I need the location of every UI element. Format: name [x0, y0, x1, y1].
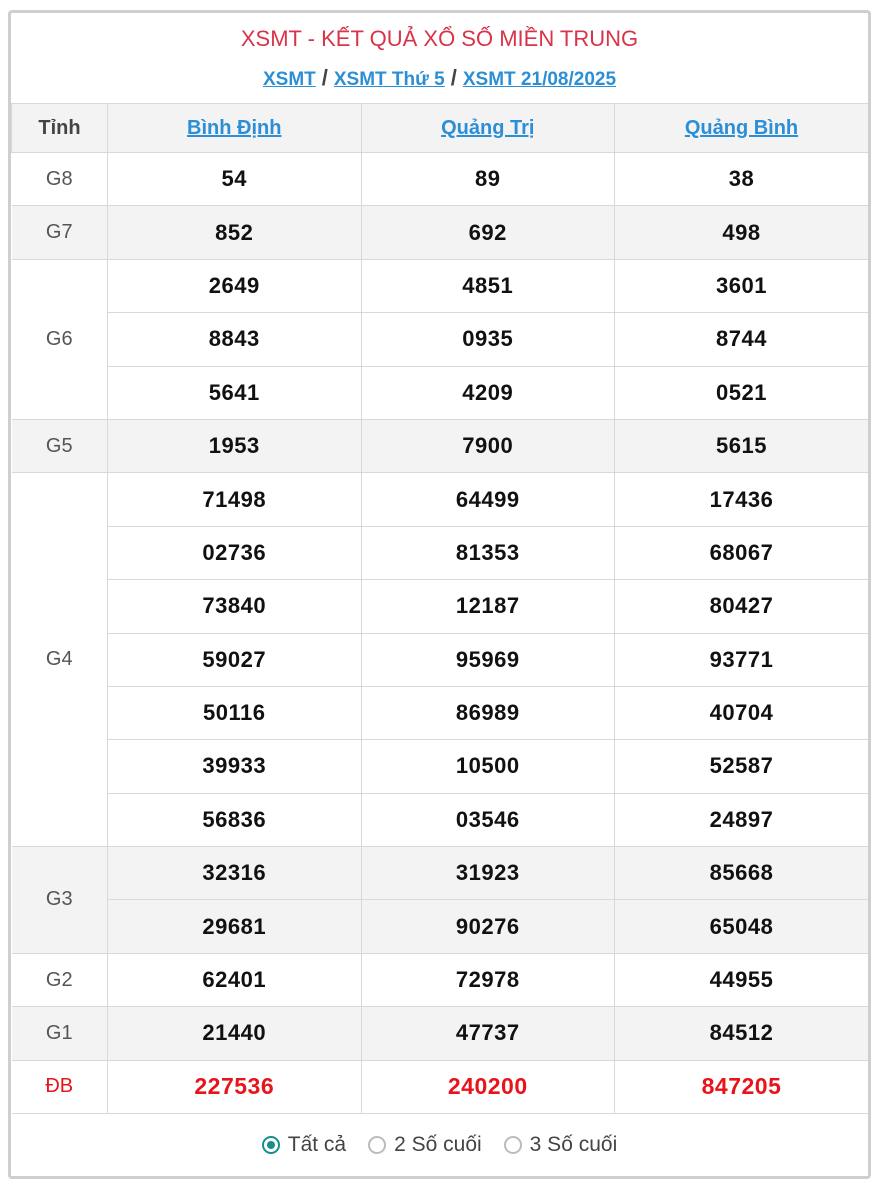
prize-number: 852 — [108, 206, 362, 259]
table-row — [12, 153, 869, 206]
prize-number: 4209 — [361, 366, 615, 419]
table-row — [12, 526, 869, 579]
prize-number: 21440 — [108, 1007, 362, 1060]
radio-button[interactable] — [262, 1136, 280, 1154]
table-row — [12, 847, 869, 900]
province-link-quang-binh[interactable]: Quảng Bình — [684, 116, 799, 139]
radio-label: 3 Số cuối — [529, 1133, 618, 1157]
prize-number: 0935 — [361, 313, 615, 366]
prize-number: 80427 — [615, 580, 869, 633]
prize-label: G5 — [12, 419, 108, 472]
prize-number: 5641 — [108, 366, 362, 419]
prize-number: 68067 — [615, 526, 869, 579]
table-row — [12, 740, 869, 793]
table-row — [12, 686, 869, 739]
prize-number: 8744 — [615, 313, 869, 366]
prize-number: 24897 — [615, 793, 869, 846]
prize-number: 2649 — [108, 259, 362, 312]
digit-filter — [11, 1114, 868, 1176]
province-column-header: Tỉnh — [12, 104, 108, 153]
prize-number: 56836 — [108, 793, 362, 846]
prize-number: 54 — [108, 153, 362, 206]
page-title: XSMT - KẾT QUẢ XỔ SỐ MIỀN TRUNG — [240, 26, 639, 51]
breadcrumb — [11, 61, 868, 103]
table-row — [12, 1007, 869, 1060]
prize-number: 84512 — [615, 1007, 869, 1060]
breadcrumb-xsmt-date[interactable]: XSMT 21/08/2025 — [462, 69, 617, 90]
table-row — [12, 313, 869, 366]
prize-number: 240200 — [361, 1060, 615, 1113]
table-row — [12, 793, 869, 846]
prize-number: 3601 — [615, 259, 869, 312]
prize-number: 71498 — [108, 473, 362, 526]
prize-label: G4 — [12, 473, 108, 847]
prize-label: G1 — [12, 1007, 108, 1060]
prize-number: 692 — [361, 206, 615, 259]
prize-label: G7 — [12, 206, 108, 259]
prize-number: 44955 — [615, 953, 869, 1006]
prize-number: 95969 — [361, 633, 615, 686]
prize-label: G3 — [12, 847, 108, 954]
province-header — [361, 104, 615, 153]
prize-number: 227536 — [108, 1060, 362, 1113]
prize-number: 847205 — [615, 1060, 869, 1113]
province-link-binh-dinh[interactable]: Bình Định — [187, 116, 282, 139]
prize-number: 50116 — [108, 686, 362, 739]
table-row — [12, 953, 869, 1006]
breadcrumb-separator: / — [321, 65, 328, 90]
prize-number: 65048 — [615, 900, 869, 953]
table-header-row — [12, 104, 869, 153]
prize-number: 52587 — [615, 740, 869, 793]
prize-label: G2 — [12, 953, 108, 1006]
prize-number: 86989 — [361, 686, 615, 739]
radio-button[interactable] — [504, 1136, 522, 1154]
results-body — [12, 153, 869, 1114]
radio-button[interactable] — [368, 1136, 386, 1154]
prize-number: 498 — [615, 206, 869, 259]
prize-number: 31923 — [361, 847, 615, 900]
province-link-quang-tri[interactable]: Quảng Trị — [441, 116, 535, 139]
radio-label: Tất cả — [287, 1133, 347, 1157]
prize-number: 1953 — [108, 419, 362, 472]
prize-number: 90276 — [361, 900, 615, 953]
prize-label: ĐB — [12, 1060, 108, 1113]
prize-number: 64499 — [361, 473, 615, 526]
prize-number: 7900 — [361, 419, 615, 472]
prize-number: 0521 — [615, 366, 869, 419]
prize-number: 39933 — [108, 740, 362, 793]
table-row — [12, 633, 869, 686]
province-header — [615, 104, 869, 153]
prize-number: 5615 — [615, 419, 869, 472]
table-row — [12, 366, 869, 419]
prize-number: 4851 — [361, 259, 615, 312]
prize-number: 72978 — [361, 953, 615, 1006]
results-card — [8, 10, 871, 1179]
prize-number: 10500 — [361, 740, 615, 793]
table-row — [12, 419, 869, 472]
prize-number: 12187 — [361, 580, 615, 633]
prize-label: G8 — [12, 153, 108, 206]
results-table — [11, 103, 868, 1114]
filter-last-3-option[interactable] — [504, 1133, 618, 1157]
table-row — [12, 473, 869, 526]
prize-number: 29681 — [108, 900, 362, 953]
prize-number: 17436 — [615, 473, 869, 526]
prize-number: 89 — [361, 153, 615, 206]
filter-all-option[interactable] — [262, 1133, 346, 1157]
prize-number: 47737 — [361, 1007, 615, 1060]
prize-number: 38 — [615, 153, 869, 206]
prize-number: 02736 — [108, 526, 362, 579]
province-header — [108, 104, 362, 153]
prize-number: 81353 — [361, 526, 615, 579]
breadcrumb-xsmt-thu5[interactable]: XSMT Thứ 5 — [333, 69, 445, 90]
table-row — [12, 900, 869, 953]
table-row — [12, 259, 869, 312]
prize-number: 8843 — [108, 313, 362, 366]
prize-number: 85668 — [615, 847, 869, 900]
breadcrumb-xsmt[interactable]: XSMT — [262, 69, 316, 90]
prize-number: 32316 — [108, 847, 362, 900]
filter-last-2-option[interactable] — [368, 1133, 482, 1157]
prize-number: 93771 — [615, 633, 869, 686]
table-row — [12, 580, 869, 633]
prize-number: 59027 — [108, 633, 362, 686]
prize-number: 40704 — [615, 686, 869, 739]
prize-number: 03546 — [361, 793, 615, 846]
table-row — [12, 206, 869, 259]
table-row — [12, 1060, 869, 1113]
prize-number: 62401 — [108, 953, 362, 1006]
prize-number: 73840 — [108, 580, 362, 633]
breadcrumb-separator: / — [450, 65, 457, 90]
prize-label: G6 — [12, 259, 108, 419]
radio-label: 2 Số cuối — [394, 1133, 482, 1157]
